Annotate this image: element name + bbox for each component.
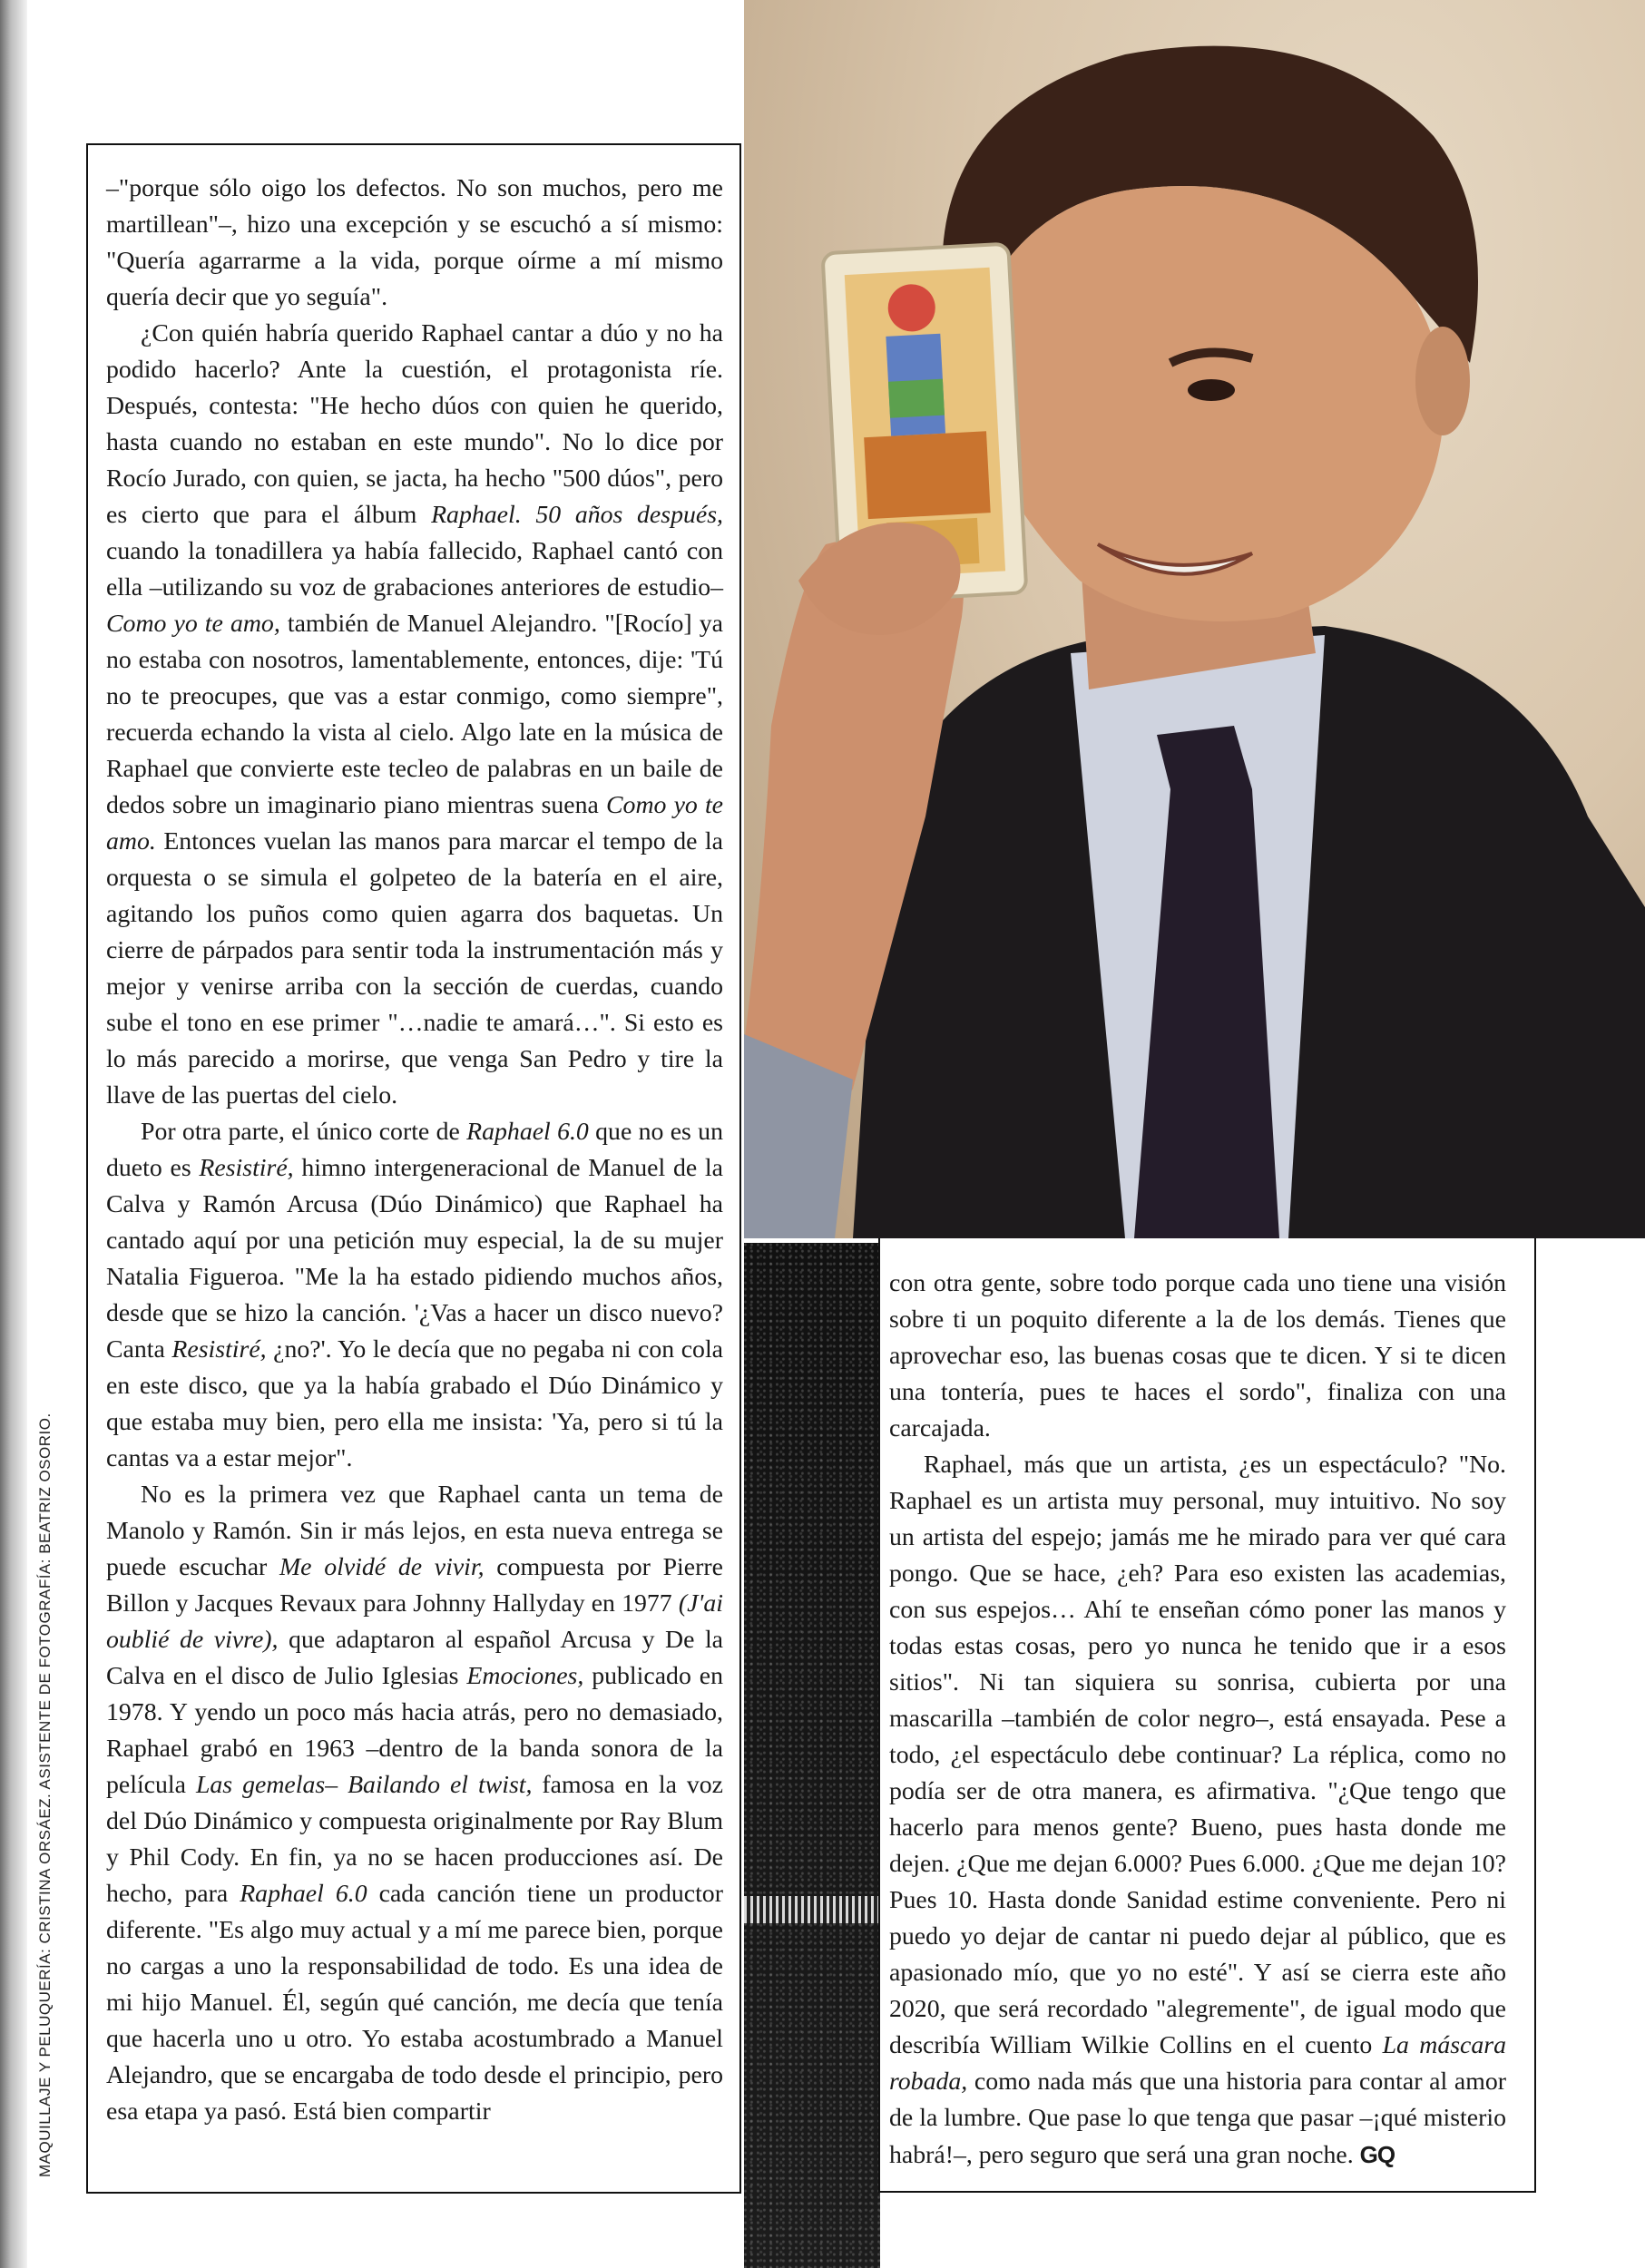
italic-title: Emociones, [466,1662,584,1690]
italic-title: Bailando el twist, [348,1771,533,1799]
italic-title: Resistiré, [171,1335,267,1364]
text-run: que no es un dueto es [106,1118,723,1182]
gq-end-mark: GQ [1359,2141,1395,2168]
text-run: compuesta por Pierre Billon y Jacques Revaux para Johnny Hallyday en 1977 [106,1553,723,1618]
italic-title: La máscara robada, [889,2031,1506,2096]
paragraph [889,1447,1506,2174]
paragraph [889,1266,1506,1447]
text-run: –"porque sólo oigo los defectos. No son muchos, pero me martillean"–, hizo una excepción y se escuchó a sí mismo: "Quería agarrarme a la vida, porque oírme a mí mismo quería decir que yo seguía". [106,174,723,311]
text-run: No es la primera vez que Raphael canta un tema de Manolo y Ramón. Sin ir más lejos, en esta nueva entrega se puede escuchar [106,1481,723,1581]
text-run: Entonces vuelan las manos para marcar el tempo de la orquesta o se simula el golpeteo de la batería en el aire, agitando los puños como quien agarra dos baquetas. Un cierre de párpados para sentir toda la instrumentación más y mejor y venirse arriba con la sección de cuerdas, cuando sube el tono en ese primer "…nadie te amará…". Si esto es lo más parecido a morirse, que venga San Pedro y tire la llave de las puertas del cielo. [106,827,723,1110]
text-run: que adaptaron al español Arcusa y De la Calva en el disco de Julio Iglesias [106,1626,724,1690]
text-run: como nada más que una historia para contar al amor de la lumbre. Que pase lo que tenga que pasar –¡qué misterio habrá!–, pero seguro que será una gran noche. [889,2068,1506,2169]
text-run: cuando la tonadillera ya había fallecido, Raphael cantó con ella –utilizando su voz de grabaciones anteriores de estudio– [106,537,723,601]
italic-title: (J'ai oublié de vivre), [106,1589,723,1654]
italic-title: Raphael 6.0 [466,1118,589,1146]
italic-title: Como yo te amo. [106,791,724,855]
decorative-texture-band [744,1896,880,1923]
paragraph-text [889,1451,1506,2169]
text-run: himno intergeneracional de Manuel de la Calva y Ramón Arcusa (Dúo Dinámico) que Raphael ha cantado aquí por una petición muy especial, la de su mujer Natalia Figueroa. "Me la ha estado pidiendo muchos años, desde que se hizo la canción. '¿Vas a hacer un disco nuevo? Canta [106,1154,723,1364]
decorative-texture-strip [744,1243,880,2268]
text-run: – [325,1771,348,1799]
italic-title: Resistiré, [199,1154,294,1182]
italic-title: Raphael. 50 años después, [431,501,723,529]
text-run: Raphael, más que un artista, ¿es un espectáculo? "No. Raphael es un artista muy personal, muy intuitivo. No soy un artista del espejo; jamás me he mirado para ver qué cara pongo. Que se hace, ¿eh? Para eso existen las academias, con sus espejos… Ahí te enseñan cómo poner las manos y todas estas cosas, pero yo nunca he tenido que ir a esos sitios". Ni tan siquiera su sonrisa, cubierta por una mascarilla –también de color negro–, está ensayada. Pese a todo, ¿el espectáculo debe continuar? La réplica, como no podía ser de otra manera, es afirmativa. "¿Que tengo que hacerlo para menos gente? Bueno, pues hasta donde me dejen. ¿Que me dejan 6.000? Pues 6.000. ¿Que me dejan 10? Pues 10. Hasta donde Sanidad estime conveniente. Pero ni puedo yo dejar de cantar ni puedo dejar al público, que es apasionado mío, que yo no esté". Y así se cierra este año 2020, que será recordado "alegremente", de igual modo que describía William Wilkie Collins en el cuento [889,1451,1506,2059]
text-run: publicado en 1978. Y yendo un poco más hacia atrás, pero no demasiado, Raphael grabó en 1963 –dentro de la banda sonora de la película [106,1662,723,1799]
text-run: Por otra parte, el único corte de [141,1118,467,1146]
page-binding-shadow [0,0,27,2268]
paragraph [106,316,723,1114]
text-run: famosa en la voz del Dúo Dinámico y compuesta originalmente por Ray Blum y Phil Cody. En fin, ya no se hacen producciones así. De hecho, para [106,1771,724,1908]
text-run: con otra gente, sobre todo porque cada uno tiene una visión sobre ti un poquito diferente a la de los demás. Tienes que aprovechar eso, las buenas cosas que te dicen. Y si te dicen una tontería, pues te haces el sordo", finaliza con una carcajada. [889,1269,1506,1442]
photo-credit: MAQUILLAJE Y PELUQUERÍA: CRISTINA ORSÁEZ. ASISTENTE DE FOTOGRAFÍA: BEATRIZ OSORIO. [36,1413,54,2177]
paragraph [106,1477,723,2130]
paragraph [106,1114,723,1477]
italic-title: Como yo te amo, [106,610,280,638]
text-run: cada canción tiene un productor diferente. "Es algo muy actual y a mí me parece bien, porque no cargas a uno la responsabilidad de todo. Es una idea de mi hijo Manuel. Él, según qué canción, me decía que tenía que hacerla uno u otro. Yo estaba acostumbrado a Manuel Alejandro, que se encargaba de todo desde el principio, pero esa etapa ya pasó. Está bien compartir [106,1880,723,2126]
italic-title: Las gemelas [195,1771,326,1799]
left-text-column [106,171,723,2130]
portrait-illustration [744,0,1645,1238]
text-run: ¿no?'. Yo le decía que no pegaba ni con cola en este disco, que ya la había grabado el Dúo Dinámico y que estaba muy bien, pero ella me insista: 'Ya, pero si tú la cantas va a estar mejor". [106,1335,724,1472]
text-run: ¿Con quién habría querido Raphael cantar a dúo y no ha podido hacerlo? Ante la cuestión, el protagonista ríe. Después, contesta: "He hecho dúos con quien he querido, hasta cuando no estaban en este mundo". No lo dice por Rocío Jurado, con quien, se jacta, ha hecho "500 dúos", pero es cierto que para el álbum [106,319,723,529]
italic-title: Raphael 6.0 [240,1880,367,1908]
right-text-column [889,1266,1506,2174]
portrait-photo [744,0,1645,1238]
text-run: también de Manuel Alejandro. "[Rocío] ya no estaba con nosotros, lamentablemente, entonces, dije: 'Tú no te preocupes, que vas a estar conmigo, como siempre", recuerda echando la vista al cielo. Algo late en la música de Raphael que convierte este tecleo de palabras en un baile de dedos sobre un imaginario piano mientras suena [106,610,723,819]
italic-title: Me olvidé de vivir, [279,1553,485,1581]
paragraph [106,171,723,316]
